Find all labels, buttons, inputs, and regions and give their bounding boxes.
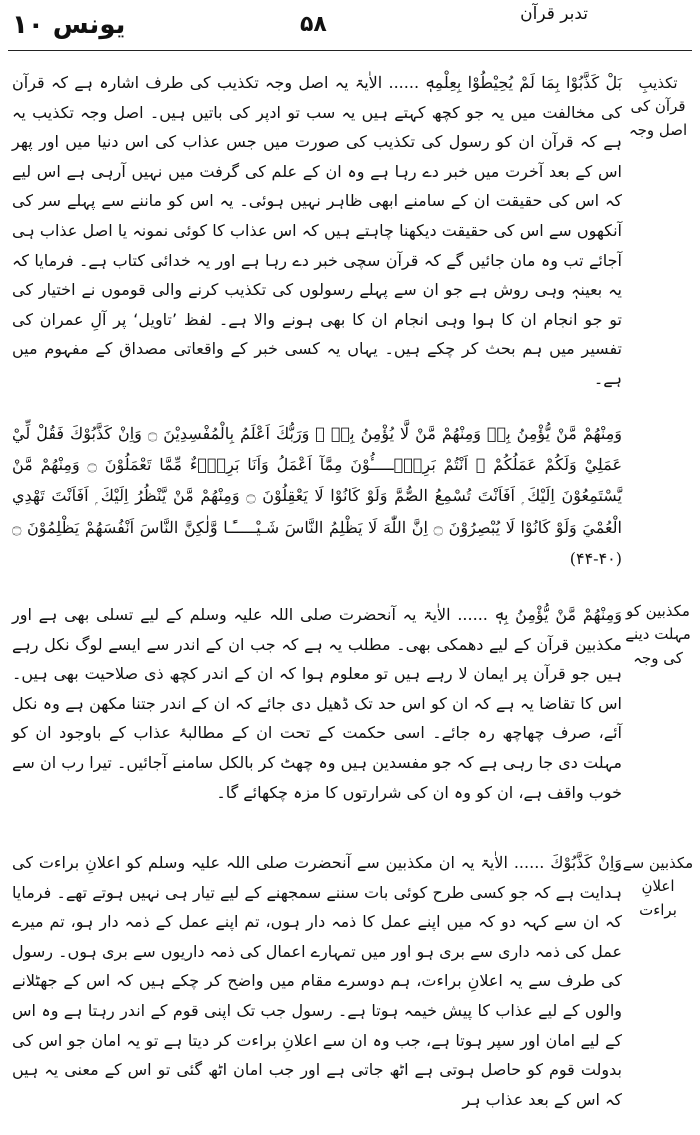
verse-quote: وَمِنْهُمْ مَّنْ يُّؤْمِنُ بِهٖ ...... الاٰیۃ <box>423 605 622 624</box>
commentary-paragraph <box>12 848 622 1114</box>
section-1 <box>12 68 622 394</box>
margin-note-2: مکذبین کو مہلت دینے کی وجہ <box>625 602 691 667</box>
verse-quote: بَلْ كَذَّبُوْا بِمَا لَمْ يُحِيْطُوْا بِعِلْمِهٖ ...... الاٰیۃ <box>354 73 623 92</box>
commentary-text: یہ اصل وجہ تکذیب کی طرف اشارہ ہے کہ قرآن کی مخالفت میں یہ جو کچھ کہتے ہیں یہ سب تو ادپر کی باتیں ہیں۔ اصل وجہ تکذیب یہ ہے کہ قرآن ان کو رسول کی تکذیب کی صورت میں جس عذاب کی اس دنیا میں اور پھر اس کے بعد آخرت میں خبر دے رہا ہے وہ ان کے علم کی گرفت میں نہیں آرہی ہے اس لیے کہ اس کی حقیقت ان کے سامنے ابھی ظاہر نہیں ہوئی۔ یہ اس کو ماننے سے پہلے سر کی آنکھوں سے اس کی حقیقت دیکھنا چاہتے ہیں کہ اس عذاب کا کوئی نمونہ یا اصل عذاب ہی آجائے تب وہ مان جائیں گے کہ قرآن سچی خبر دے رہا ہے اور یہ خدائی کتاب ہے۔ فرمایا کہ یہ بعینہٖ وہی روش ہے جو ان سے پہلے رسولوں کی تکذیب کرنے والی قوموں نے اختیار کی تو جو انجام ان کا ہوا وہی انجام ان کا بھی ہونے والا ہے۔ لفظ ’تاویل‘ پر آلِ عمران کی تفسیر میں ہم بحث کر چکے ہیں۔ یہاں یہ کسی خبر کے واقعاتی مصداق کے مفہوم میں ہے۔ <box>12 73 623 388</box>
commentary-paragraph <box>12 600 622 807</box>
section-3 <box>12 600 622 807</box>
page-number: ۵۸ <box>300 12 327 37</box>
header-rule <box>8 50 692 51</box>
page-header <box>0 0 700 58</box>
section-2 <box>12 418 622 574</box>
surah-label: یونس ۱۰ <box>12 10 126 40</box>
margin-note-1: تکذیبِ قرآن کی اصل وجہ <box>628 74 688 139</box>
verse-reference: (۴۰-۴۴) <box>569 548 622 568</box>
commentary-paragraph <box>12 68 622 394</box>
verse-text: وَمِنْهُمْ مَّنْ يُّؤْمِنُ بِهٖ وَمِنْهُمْ مَّنْ لَّا يُؤْمِنُ بِهٖ ۭ وَرَبُّكَ اَعْلَمُ بِالْمُفْسِدِيْنَ ۝ وَاِنْ كَذَّبُوْكَ فَقُلْ لِّيْ عَمَلِيْ وَلَكُمْ عَمَلُكُمْ ۚ اَنْتُمْ بَرِيْۗـــــُٔوْنَ مِمَّآ اَعْمَلُ وَاَنَا بَرِيْۗءٌ مِّمَّا تَعْمَلُوْنَ ۝ وَمِنْهُمْ مَّنْ يَّسْتَمِعُوْنَ اِلَيْكَ ۭ اَفَاَنْتَ تُسْمِعُ الصُّمَّ وَلَوْ كَانُوْا لَا يَعْقِلُوْنَ ۝ وَمِنْهُمْ مَّنْ يَّنْظُرُ اِلَيْكَ ۭ اَفَاَنْتَ تَهْدِي الْعُمْيَ وَلَوْ كَانُوْا لَا يُبْصِرُوْنَ ۝ اِنَّ اللّٰهَ لَا يَظْلِمُ النَّاسَ شَـيْـــــًٔـا وَّلٰكِنَّ النَّاسَ اَنْفُسَھُمْ يَظْلِمُوْنَ ۝ <box>12 424 623 537</box>
margin-note-3: مکذبین سے اعلانِ براءت <box>622 854 694 919</box>
verse-quote: وَاِنْ كَذَّبُوْكَ ...... الاٰیۃ <box>480 853 623 872</box>
commentary-text: یہ آنحضرت صلی اللہ علیہ وسلم کے لیے تسلی بھی ہے اور مکذبین قرآن کے لیے دھمکی بھی۔ مطلب یہ ہے کہ جب ان کے اندر سے ایسے لوگ نکل رہے ہیں جو قرآن پر ایمان لا رہے ہیں تو معلوم ہوا کہ ان کے اندر کچھ ذی صلاحیت بھی ہیں۔ اس کا تقاضا یہ ہے کہ ان کو اس حد تک ڈھیل دی جائے کہ ان کے اندر جتنا مکھن ہے وہ نکل آئے، صرف چھاچھ رہ جائے۔ اسی حکمت کے تحت ان کے مطالبۂ عذاب کے باوجود ان کو مہلت دی جا رہی ہے کہ جو مفسدین ہیں وہ چھٹ کر بالکل سامنے آجائیں۔ تیرا رب ان سے خوب واقف ہے، ان کو وہ ان کی شرارتوں کا مزہ چکھائے گا۔ <box>12 605 622 802</box>
commentary-text: یہ ان مکذبین سے آنحضرت صلی اللہ علیہ وسلم کو اعلانِ براءت کی ہدایت ہے کہ جو کسی طرح کوئی بات سننے سمجھنے کے لیے تیار ہی نہیں ہوتے تھے۔ فرمایا کہ ان سے کہہ دو کہ میں اپنے عمل کا ذمہ دار ہوں، تم اپنے عمل کے ذمہ دار ہو، تم میرے عمل کی ذمہ داری سے بری ہو اور میں تمہارے اعمال کی ذمہ داریوں سے بری ہوں۔ رسول کی طرف سے یہ اعلانِ براءت، ہم دوسرے مقام میں واضح کر چکے ہیں کہ اس کے جھٹلانے والوں کے لیے عذاب کا پیش خیمہ ہوتا ہے۔ رسول جب تک اپنی قوم کے اندر رہتا ہے وہ اس کے لیے امان اور سپر ہوتا ہے، جب وہ ان سے اعلانِ براءت کر دیتا ہے تو یہ امان جو اس کی بدولت قوم کو حاصل ہوتی ہے اٹھ جاتی ہے اور جب امان اٹھ گئی تو اس کے معنی یہ ہیں کہ اس کے بعد عذاب ہر <box>12 853 622 1109</box>
book-title: تدبر قرآن <box>520 4 588 24</box>
verse-block <box>12 418 622 574</box>
section-4 <box>12 848 622 1114</box>
